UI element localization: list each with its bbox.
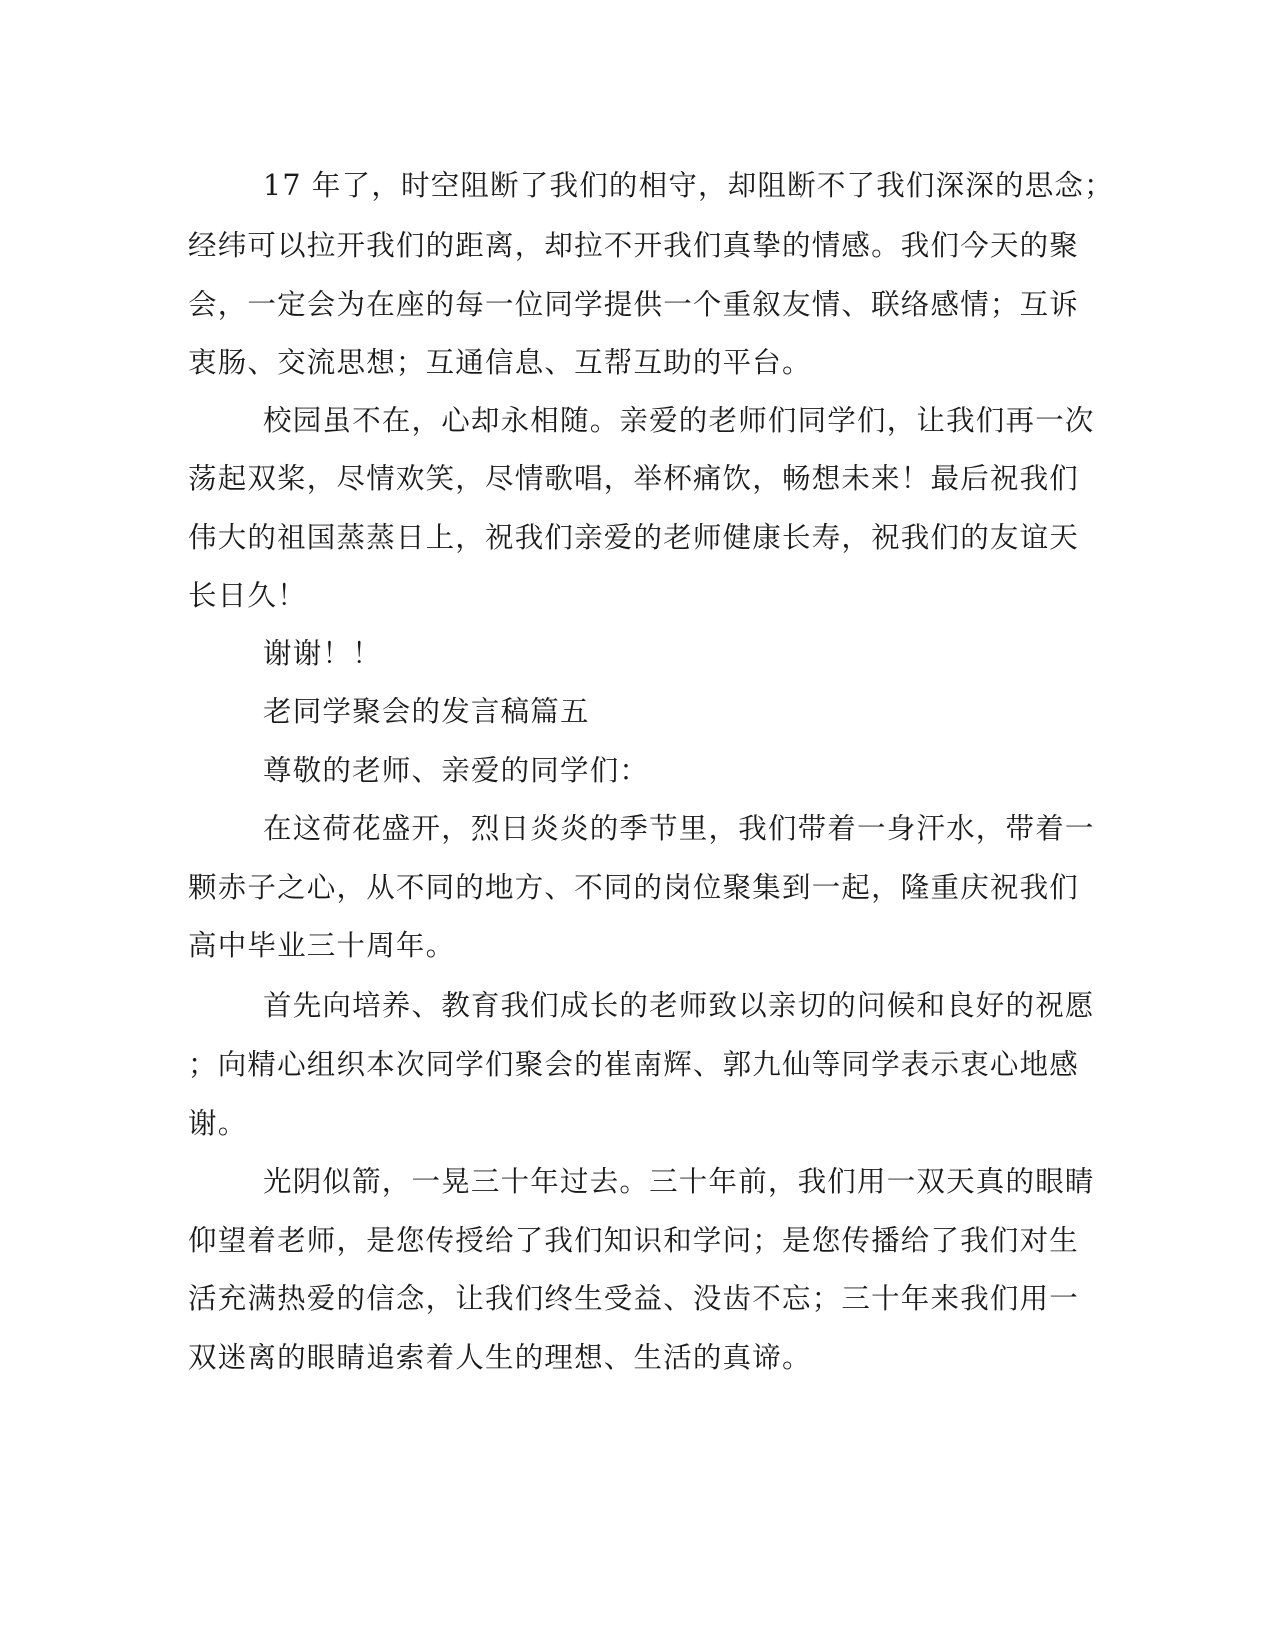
paragraph-1-line-2: 经纬可以拉开我们的距离，却拉不开我们真挚的情感。我们今天的聚	[188, 229, 1080, 262]
paragraph-4-line-2: ；向精心组织本次同学们聚会的崔南辉、郭九仙等同学表示衷心地感	[188, 1048, 1080, 1081]
paragraph-3-line-3: 高中毕业三十周年。	[188, 929, 456, 962]
paragraph-2-line-2: 荡起双桨，尽情欢笑，尽情歌唱，举杯痛饮，畅想未来！最后祝我们	[188, 462, 1080, 495]
paragraph-4-line-1: 首先向培养、教育我们成长的老师致以亲切的问候和良好的祝愿	[263, 989, 1095, 1022]
paragraph-5-line-3: 活充满热爱的信念，让我们终生受益、没齿不忘；三十年来我们用一	[188, 1282, 1080, 1315]
paragraph-3-line-2: 颗赤子之心，从不同的地方、不同的岗位聚集到一起，隆重庆祝我们	[188, 871, 1080, 904]
paragraph-1-line-4: 衷肠、交流思想；互通信息、互帮互助的平台。	[188, 346, 812, 379]
paragraph-5-line-4: 双迷离的眼睛追索着人生的理想、生活的真谛。	[188, 1341, 812, 1374]
paragraph-2-line-4: 长日久！	[188, 579, 307, 612]
paragraph-1-line-1: 17 年了，时空阻断了我们的相守，却阻断不了我们深深的思念；	[263, 169, 1114, 202]
salutation: 尊敬的老师、亲爱的同学们：	[263, 754, 650, 787]
thanks-line: 谢谢！！	[263, 637, 382, 670]
paragraph-5-line-1: 光阴似箭，一晃三十年过去。三十年前，我们用一双天真的眼睛	[263, 1165, 1095, 1198]
paragraph-5-line-2: 仰望着老师，是您传授给了我们知识和学问；是您传播给了我们对生	[188, 1224, 1080, 1257]
paragraph-3-line-1: 在这荷花盛开，烈日炎炎的季节里，我们带着一身汗水，带着一	[263, 812, 1095, 845]
paragraph-2-line-3: 伟大的祖国蒸蒸日上，祝我们亲爱的老师健康长寿，祝我们的友谊天	[188, 521, 1080, 554]
paragraph-4-line-3: 谢。	[188, 1107, 248, 1140]
paragraph-2-line-1: 校园虽不在，心却永相随。亲爱的老师们同学们，让我们再一次	[263, 404, 1095, 437]
section-title: 老同学聚会的发言稿篇五	[263, 695, 590, 728]
paragraph-1-line-3: 会，一定会为在座的每一位同学提供一个重叙友情、联络感情；互诉	[188, 288, 1080, 321]
